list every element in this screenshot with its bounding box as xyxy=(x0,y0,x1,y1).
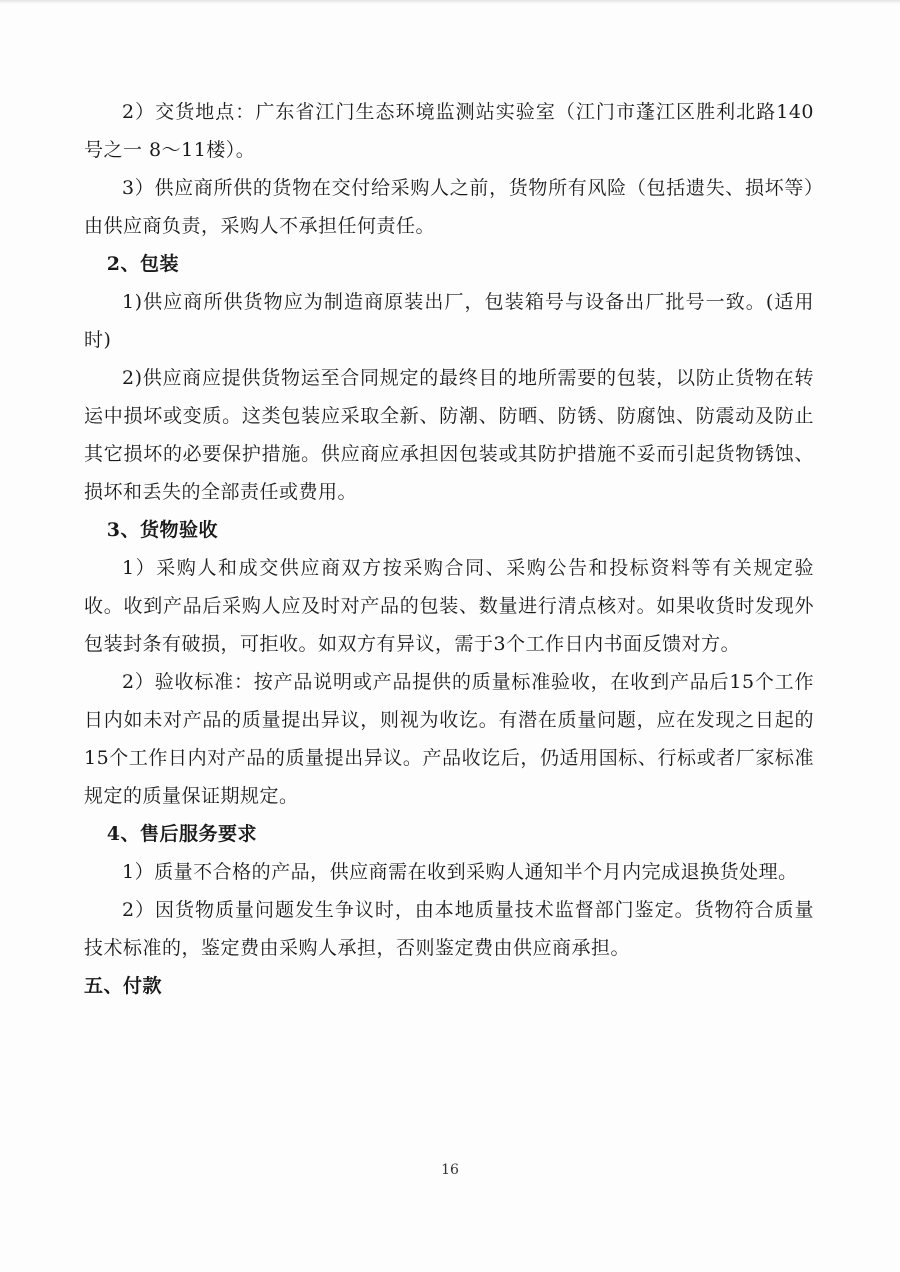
packaging-paragraph-1: 1)供应商所供货物应为制造商原装出厂，包装箱号与设备出厂批号一致。(适用时) xyxy=(84,291,814,351)
risk-paragraph: 3）供应商所供的货物在交付给采购人之前，货物所有风险（包括遗失、损坏等）由供应商负责，采购人不承担任何责任。 xyxy=(84,177,814,237)
document-body xyxy=(84,93,814,1005)
section-heading-payment: 五、付款 xyxy=(84,975,163,997)
page-number: 16 xyxy=(441,1162,459,1178)
acceptance-paragraph-2: 2）验收标准：按产品说明或产品提供的质量标准验收，在收到产品后15个工作日内如未对产品的质量提出异议，则视为收讫。有潜在质量问题，应在发现之日起的15个工作日内对产品的质量提出异议。产品收讫后，仍适用国标、行标或者厂家标准规定的质量保证期规定。 xyxy=(84,671,814,807)
after-sales-paragraph-2: 2）因货物质量问题发生争议时，由本地质量技术监督部门鉴定。货物符合质量技术标准的，鉴定费由采购人承担，否则鉴定费由供应商承担。 xyxy=(84,899,814,959)
section-heading-after-sales: 4、售后服务要求 xyxy=(106,823,258,845)
delivery-location-paragraph: 2）交货地点：广东省江门生态环境监测站实验室（江门市蓬江区胜利北路140号之一 8～11楼）。 xyxy=(84,101,814,161)
section-heading-packaging: 2、包装 xyxy=(106,253,180,275)
packaging-paragraph-2: 2)供应商应提供货物运至合同规定的最终目的地所需要的包装，以防止货物在转运中损坏或变质。这类包装应采取全新、防潮、防晒、防锈、防腐蚀、防震动及防止其它损坏的必要保护措施。供应商应承担因包装或其防护措施不妥而引起货物锈蚀、损坏和丢失的全部责任或费用。 xyxy=(84,367,814,503)
scan-edge xyxy=(0,0,900,4)
after-sales-paragraph-1: 1）质量不合格的产品，供应商需在收到采购人通知半个月内完成退换货处理。 xyxy=(122,861,798,883)
section-heading-acceptance: 3、货物验收 xyxy=(106,519,219,541)
acceptance-paragraph-1: 1）采购人和成交供应商双方按采购合同、采购公告和投标资料等有关规定验收。收到产品后采购人应及时对产品的包装、数量进行清点核对。如果收货时发现外包装封条有破损，可拒收。如双方有异议，需于3个工作日内书面反馈对方。 xyxy=(84,557,814,655)
